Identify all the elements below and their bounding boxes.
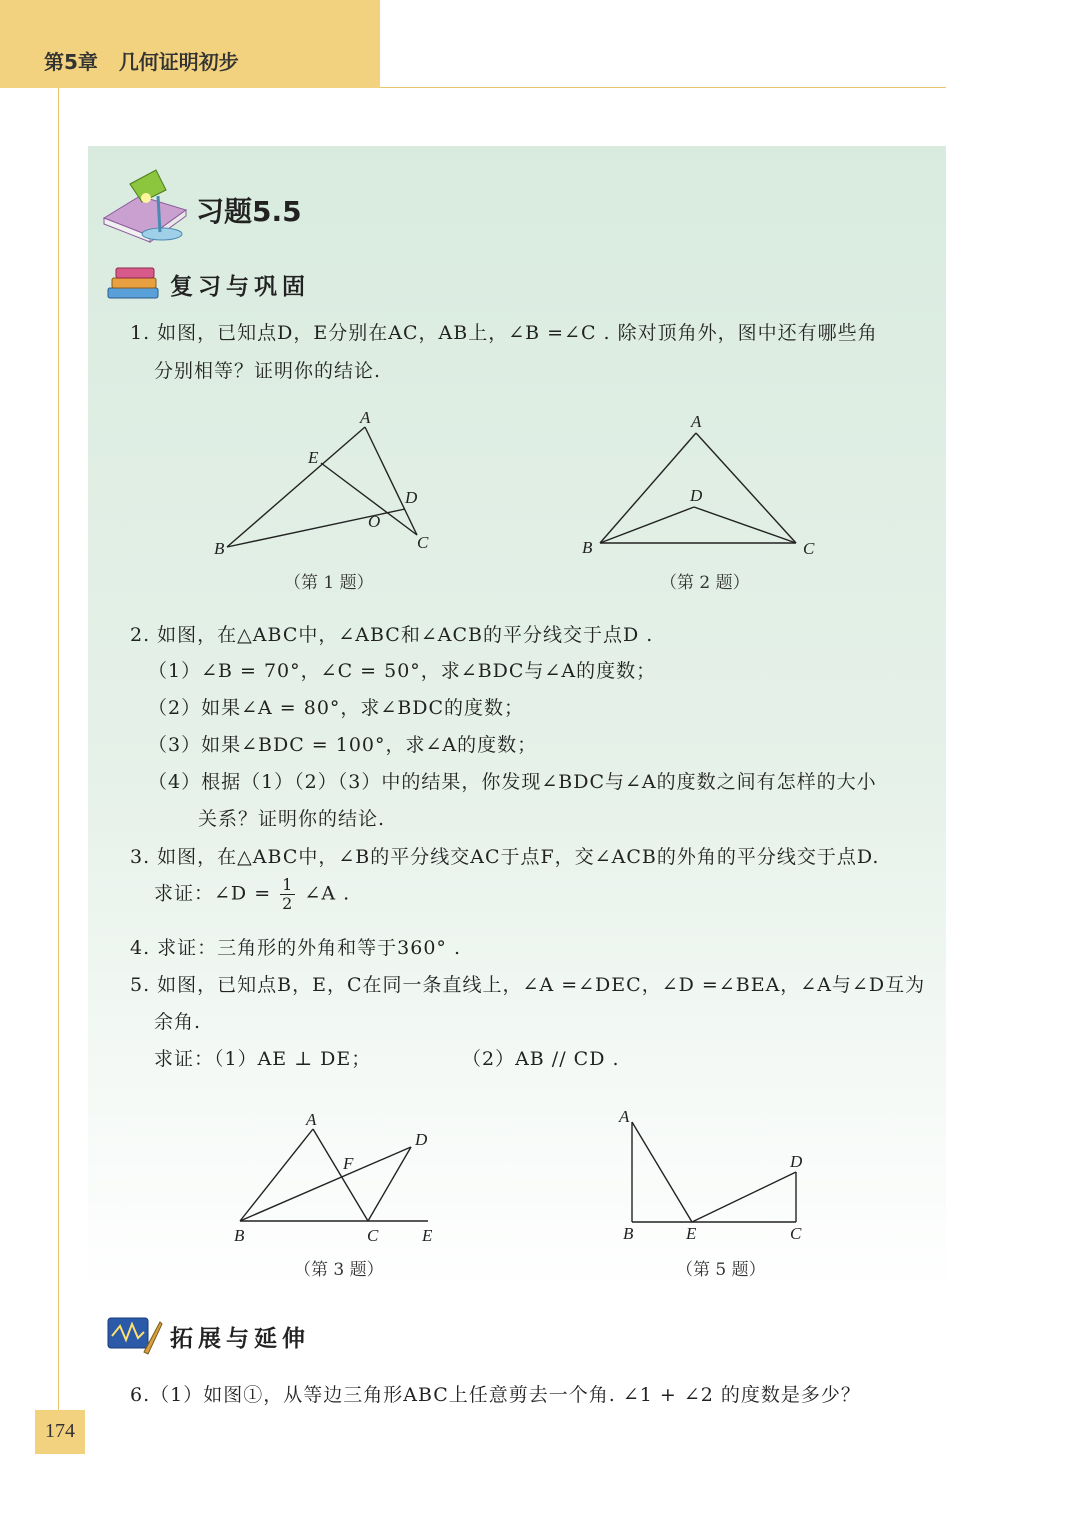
- problem-2-part-2: （2）如果∠A = 80°，求∠BDC的度数；: [148, 697, 525, 719]
- books-icon: [104, 264, 164, 302]
- fig5-label-d: D: [790, 1152, 803, 1171]
- segment-ba: [240, 1129, 313, 1221]
- problem-2-part-4-line-2: 关系？证明你的结论.: [198, 808, 386, 830]
- segment-bd: [600, 507, 694, 543]
- fig2-label-b: B: [582, 538, 593, 557]
- segment-ba: [227, 427, 365, 547]
- fraction-numerator: 1: [282, 875, 294, 894]
- fig3-label-e: E: [422, 1226, 433, 1245]
- problem-3-prove-suffix: ∠A .: [304, 882, 351, 905]
- fig2-label-c: C: [803, 539, 815, 558]
- fig3-label-c: C: [367, 1226, 379, 1245]
- fig3-label-a: A: [306, 1110, 317, 1129]
- fraction-denominator: 2: [282, 894, 294, 913]
- fig1-label-d: D: [405, 488, 418, 507]
- segment-dc: [368, 1147, 411, 1221]
- segment-bd: [240, 1147, 411, 1221]
- segment-ac: [313, 1129, 368, 1221]
- problem-5-line-2: 余角.: [154, 1011, 202, 1033]
- problem-3-line-1: 3. 如图，在△ABC中，∠B的平分线交AC于点F，交∠ACB的外角的平分线交于点D.: [130, 846, 880, 868]
- lamp-book-icon: [100, 166, 192, 246]
- fig5-label-e: E: [686, 1224, 697, 1243]
- segment-dc: [694, 507, 796, 543]
- fig1-label-e: E: [308, 448, 319, 467]
- fig1-label-o: O: [368, 512, 381, 531]
- problem-2-line-1: 2. 如图，在△ABC中，∠ABC和∠ACB的平分线交于点D .: [130, 624, 654, 646]
- fig3-label-b: B: [234, 1226, 245, 1245]
- fig1-label-c: C: [417, 533, 429, 552]
- chapter-header: [44, 46, 239, 75]
- figure-2-diagram: [578, 405, 828, 560]
- segment-ed: [692, 1172, 796, 1222]
- fig5-label-a: A: [619, 1107, 630, 1126]
- segment-ac: [696, 433, 796, 543]
- chapter-number: 第5章: [44, 50, 98, 74]
- figure-3-caption: （第 3 题）: [294, 1260, 384, 1280]
- page-number-box: [35, 1410, 85, 1454]
- problem-2-part-3: （3）如果∠BDC = 100°，求∠A的度数；: [148, 734, 538, 756]
- segment-ae: [632, 1122, 692, 1222]
- fig5-label-c: C: [790, 1224, 802, 1243]
- segment-ba: [600, 433, 696, 543]
- problem-5-line-1: 5. 如图，已知点B，E，C在同一条直线上，∠A =∠DEC，∠D =∠BEA，∠A与∠D互为: [130, 974, 926, 996]
- header-rule: [380, 87, 946, 88]
- fig5-label-b: B: [623, 1224, 634, 1243]
- problem-1-line-1: 1. 如图，已知点D，E分别在AC，AB上，∠B =∠C . 除对顶角外，图中还有哪些角: [130, 322, 878, 344]
- figure-5-diagram: [612, 1100, 822, 1250]
- fig1-label-a: A: [360, 408, 371, 427]
- problem-3-prove: [154, 876, 350, 913]
- problem-5-prove-2: （2）AB // CD .: [462, 1048, 620, 1070]
- problem-2-part-4-line-1: （4）根据（1）（2）（3）中的结果，你发现∠BDC与∠A的度数之间有怎样的大小: [148, 771, 877, 793]
- chapter-title: 几何证明初步: [118, 50, 239, 74]
- monitor-pen-icon: [104, 1312, 164, 1356]
- section-extend-title: 拓展与延伸: [170, 1326, 310, 1352]
- fig2-label-d: D: [690, 486, 703, 505]
- side-rule: [58, 88, 59, 1410]
- problem-2-part-1: （1）∠B = 70°，∠C = 50°，求∠BDC与∠A的度数；: [148, 660, 657, 682]
- fraction-one-half: [280, 876, 295, 913]
- figure-5-caption: （第 5 题）: [676, 1260, 766, 1280]
- problem-4: 4. 求证：三角形的外角和等于360° .: [130, 937, 462, 959]
- figure-1-caption: （第 1 题）: [284, 573, 374, 593]
- section-review-title: 复习与巩固: [170, 274, 310, 300]
- fig3-label-f: F: [343, 1154, 354, 1173]
- figure-2-caption: （第 2 题）: [660, 573, 750, 593]
- page-number: 174: [45, 1420, 75, 1442]
- problem-5-prove-1: 求证：（1）AE ⊥ DE；: [154, 1048, 372, 1070]
- figure-1-diagram: [205, 405, 445, 555]
- fig3-label-d: D: [415, 1130, 428, 1149]
- fig1-label-b: B: [214, 539, 225, 555]
- problem-3-prove-prefix: 求证：∠D =: [154, 882, 272, 905]
- figure-3-diagram: [228, 1105, 443, 1250]
- fig2-label-a: A: [691, 412, 702, 431]
- problem-1-line-2: 分别相等？证明你的结论.: [154, 360, 382, 382]
- exercise-title: 习题5.5: [196, 195, 302, 228]
- problem-6-line-1: 6.（1）如图①，从等边三角形ABC上任意剪去一个角. ∠1 + ∠2 的度数是多少？: [130, 1384, 861, 1406]
